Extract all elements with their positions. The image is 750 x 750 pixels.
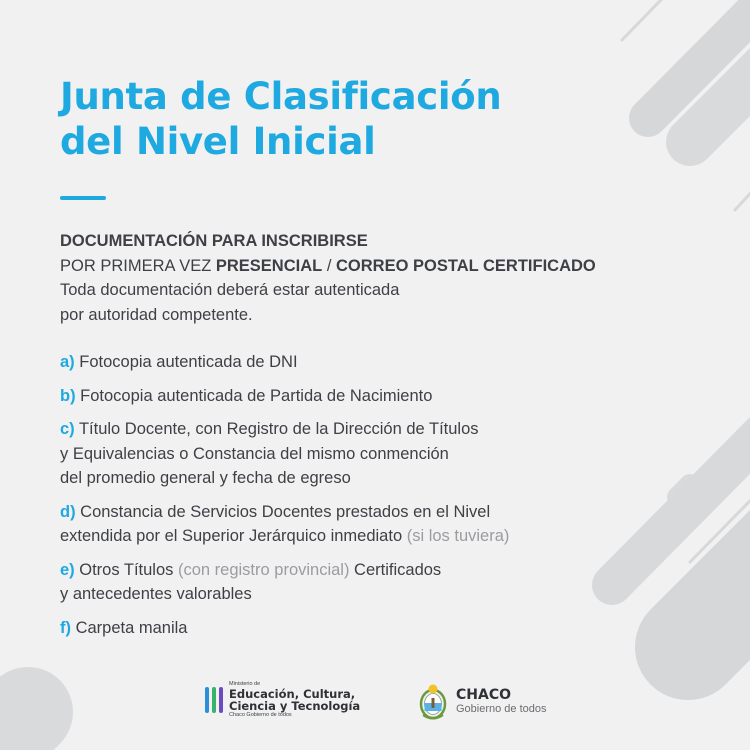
list-text-c-3: del promedio general y fecha de egreso <box>60 469 351 487</box>
intro-modality <box>60 254 700 279</box>
ministry-subtitle: Chaco Gobierno de todos <box>229 712 292 718</box>
list-text-c-1: Título Docente, con Registro de la Dirección de Títulos <box>74 420 479 438</box>
list-letter-e: e) <box>60 560 75 579</box>
chaco-logo <box>418 682 547 720</box>
intro-note-line-2: por autoridad competente. <box>60 305 253 324</box>
page-title-line-1: Junta de Clasificación <box>60 75 502 118</box>
list-item-b <box>60 384 700 409</box>
intro-heading: DOCUMENTACIÓN PARA INSCRIBIRSE <box>60 232 368 250</box>
list-letter-f: f) <box>60 618 71 637</box>
list-text-d-1: Constancia de Servicios Docentes prestados en el Nivel <box>75 502 491 521</box>
deco-outline-pill-right <box>735 150 750 210</box>
list-item-f <box>60 616 700 641</box>
list-text-a: Fotocopia autenticada de DNI <box>74 353 298 371</box>
intro-modality-prefix: POR PRIMERA VEZ <box>60 256 216 275</box>
ministry-small-label: Ministerio de <box>229 681 261 687</box>
list-item-e <box>60 558 700 607</box>
page-title <box>60 74 680 164</box>
list-text-b: Fotocopia autenticada de Partida de Nacimiento <box>75 386 433 405</box>
list-text-e-1: Otros Títulos <box>74 560 178 579</box>
ministry-logo <box>205 680 360 720</box>
chaco-seal-icon <box>418 682 448 720</box>
intro-block <box>60 229 700 327</box>
ministry-bar-green <box>212 687 216 713</box>
ministry-bar-purple <box>219 687 223 713</box>
list-item-d <box>60 500 700 549</box>
list-letter-c: c) <box>60 420 75 438</box>
list-text-e-2: y antecedentes valorables <box>60 585 252 603</box>
intro-note-line-1: Toda documentación deberá estar autenticada <box>60 281 400 299</box>
intro-correo: CORREO POSTAL CERTIFICADO <box>336 256 596 275</box>
list-item-c <box>60 417 700 491</box>
list-item-a <box>60 350 700 375</box>
footer-logos <box>0 680 750 730</box>
list-text-d-2: extendida por el Superior Jerárquico inmediato <box>60 527 407 545</box>
title-underline <box>60 196 106 200</box>
page-title-line-2: del Nivel Inicial <box>60 120 376 163</box>
requirements-list <box>60 350 700 649</box>
list-text-c-2: y Equivalencias o Constancia del mismo conmención <box>60 444 449 463</box>
ministry-title-line-2: Ciencia y Tecnología <box>229 699 361 713</box>
list-letter-b: b) <box>60 386 76 405</box>
list-text-e-1-end: Certificados <box>349 560 442 579</box>
list-text-f: Carpeta manila <box>71 618 188 637</box>
ministry-bars-icon <box>205 687 223 713</box>
ministry-title-line-1: Educación, Cultura, <box>229 687 356 701</box>
list-letter-a: a) <box>60 353 75 371</box>
intro-separator: / <box>322 256 336 275</box>
chaco-name: CHACO <box>456 686 512 703</box>
list-note-d: (si los tuviera) <box>406 527 510 545</box>
deco-outline-pill-top-2 <box>622 0 690 40</box>
chaco-subtitle: Gobierno de todos <box>456 702 547 715</box>
list-letter-d: d) <box>60 502 76 521</box>
ministry-bar-blue <box>205 687 209 713</box>
intro-presencial: PRESENCIAL <box>215 256 323 275</box>
list-note-e: (con registro provincial) <box>177 560 350 579</box>
